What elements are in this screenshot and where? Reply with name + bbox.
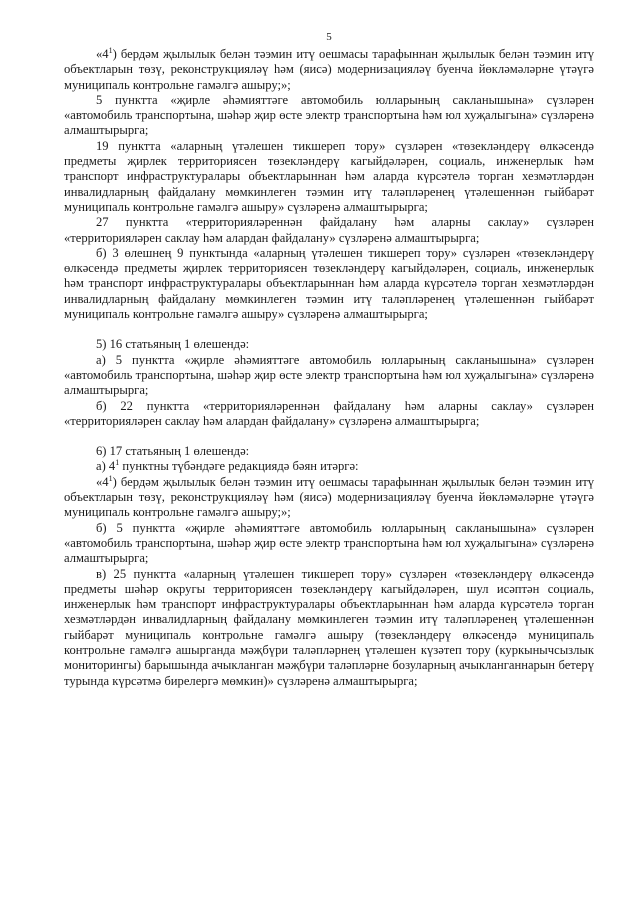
paragraph-text: в) 25 пунктта «аларның үтәлешен тикшереп тору» сүзләрен «төзекләндерү өлкәсендә предметы шәһәр округы территориясен төзекләндерү кагыйдәләрен, шул исәптән социаль, инженерлык һәм транспорт инфраструктуралары объектларыннан һәм аларда күрсәтелә торган хезмәтләрдән инвалидларның файдалану мөмкинлеген тәэмин итү таләпләренең үтәлешеннән гыйбарәт муниципаль контрольне гамәлгә ашыру (төзекләндерү өлкәсендә муниципаль контрольне гамәлгә ашырганда мәҗбүри таләпләрнең үтәлешен күзәтеп тору (куркынычсызлык мониторингы) барышында ачыкланган мәҗбүри таләпләрне бозуларның ачыкланганнарын бетерү турында күрсәтмә бирелергә мөмкин)» сүзләренә алмаштырырга; xyxy=(64,566,594,688)
paragraph-text: 27 пунктта «территорияләреннән файдалану һәм аларны саклау» сүзләрен «территорияләрен саклау һәм алардан файдалану» сүзләренә алмаштырырга; xyxy=(64,215,594,245)
page-number: 5 xyxy=(326,31,332,43)
paragraph xyxy=(64,567,594,689)
paragraph xyxy=(64,475,594,521)
paragraph xyxy=(64,353,594,399)
paragraph xyxy=(64,215,594,246)
paragraph xyxy=(64,521,594,567)
paragraph-text-start: «4 xyxy=(96,474,109,489)
paragraph xyxy=(64,399,594,430)
superscript-index: 1 xyxy=(108,473,113,483)
paragraph-text-start: а) 4 xyxy=(96,459,116,474)
paragraph-text-start: «4 xyxy=(96,47,109,61)
paragraph-text: 5) 16 статьяның 1 өлешендә: xyxy=(96,337,250,352)
paragraph xyxy=(64,93,594,139)
paragraph xyxy=(64,444,594,459)
paragraph xyxy=(64,246,594,322)
paragraph-text: б) 3 өлешнең 9 пунктында «аларның үтәлешен тикшереп тору» сүзләрен «төзекләндерү өлкәсендә предметы җирлек территориясен төзекләндерү кагыйдәләрен, социаль, инженерлык һәм транспорт инфраструктуралары объектларыннан һәм аларда күрсәтелә торган хезмәтләрдән инвалидларның файдалану мөмкинлеген тәэмин итү таләпләренең үтәлешеннән гыйбарәт муниципаль контрольне гамәлгә ашыру» сүзләренә алмаштырырга; xyxy=(64,245,594,322)
superscript-index: 1 xyxy=(108,46,113,55)
document-body xyxy=(64,47,594,689)
paragraph-text: 5 пунктта «җирле әһәмияттәге автомобиль юлларының сакланышына» сүзләрен «автомобиль транспортына, шәһәр җир өсте электр транспортына һәм юл хуҗалыгына» сүзләренә алмаштырырга; xyxy=(64,92,594,138)
paragraph-text: 6) 17 статьяның 1 өлешендә: xyxy=(96,444,250,459)
paragraph xyxy=(64,459,594,474)
paragraph xyxy=(64,139,594,215)
paragraph-text-end: ) бердәм җылылык белән тәэмин итү оешмасы тарафыннан җылылык белән тәэмин итү объектларын төзү, реконструкцияләү һәм (яисә) модернизацияләү буенча йөкләмәләрне үтәүгә муниципаль контрольне гамәлгә ашыру;»; xyxy=(64,474,594,520)
paragraph-text: а) 5 пунктта «җирле әһәмияттәге автомобиль юлларының сакланышына» сүзләрен «автомобиль транспортына, шәһәр җир өсте электр транспортына һәм юл хуҗалыгына» сүзләренә алмаштырырга; xyxy=(64,352,594,398)
paragraph-text-end: ) бердәм җылылык белән тәэмин итү оешмасы тарафыннан җылылык белән тәэмин итү объектларын төзү, реконструкцияләү һәм (яисә) модернизацияләү буенча йөкләмәләрне үтәүгә муниципаль контрольне гамәлгә ашыру;»; xyxy=(64,47,594,92)
paragraph-text-end: пунктны түбәндәге редакциядә бәян итәргә: xyxy=(119,459,359,474)
superscript-index: 1 xyxy=(115,458,120,468)
paragraph xyxy=(64,47,594,93)
paragraph-text: 19 пунктта «аларның үтәлешен тикшереп тору» сүзләрен «төзекләндерү өлкәсендә предметы җирлек территориясен төзекләндерү кагыйдәләрен, социаль, инженерлык һәм транспорт инфраструктуралары объектларыннан һәм аларда күрсәтелә торган хезмәтләрдән инвалидларның файдалану мөмкинлеген тәэмин итү таләпләренең үтәлешеннән гыйбарәт муниципаль контрольне гамәлгә ашыру» сүзләренә алмаштырырга; xyxy=(64,138,594,214)
paragraph-text: б) 22 пунктта «территорияләреннән файдалану һәм аларны саклау» сүзләрен «территорияләрен саклау һәм алардан файдалану» сүзләренә алмаштырырга; xyxy=(64,398,594,428)
paragraph-text: б) 5 пунктта «җирле әһәмияттәге автомобиль юлларының сакланышына» сүзләрен «автомобиль транспортына, шәһәр җир өсте электр транспортына һәм юл хуҗалыгына» сүзләренә алмаштырырга; xyxy=(64,520,594,566)
paragraph xyxy=(64,337,594,352)
